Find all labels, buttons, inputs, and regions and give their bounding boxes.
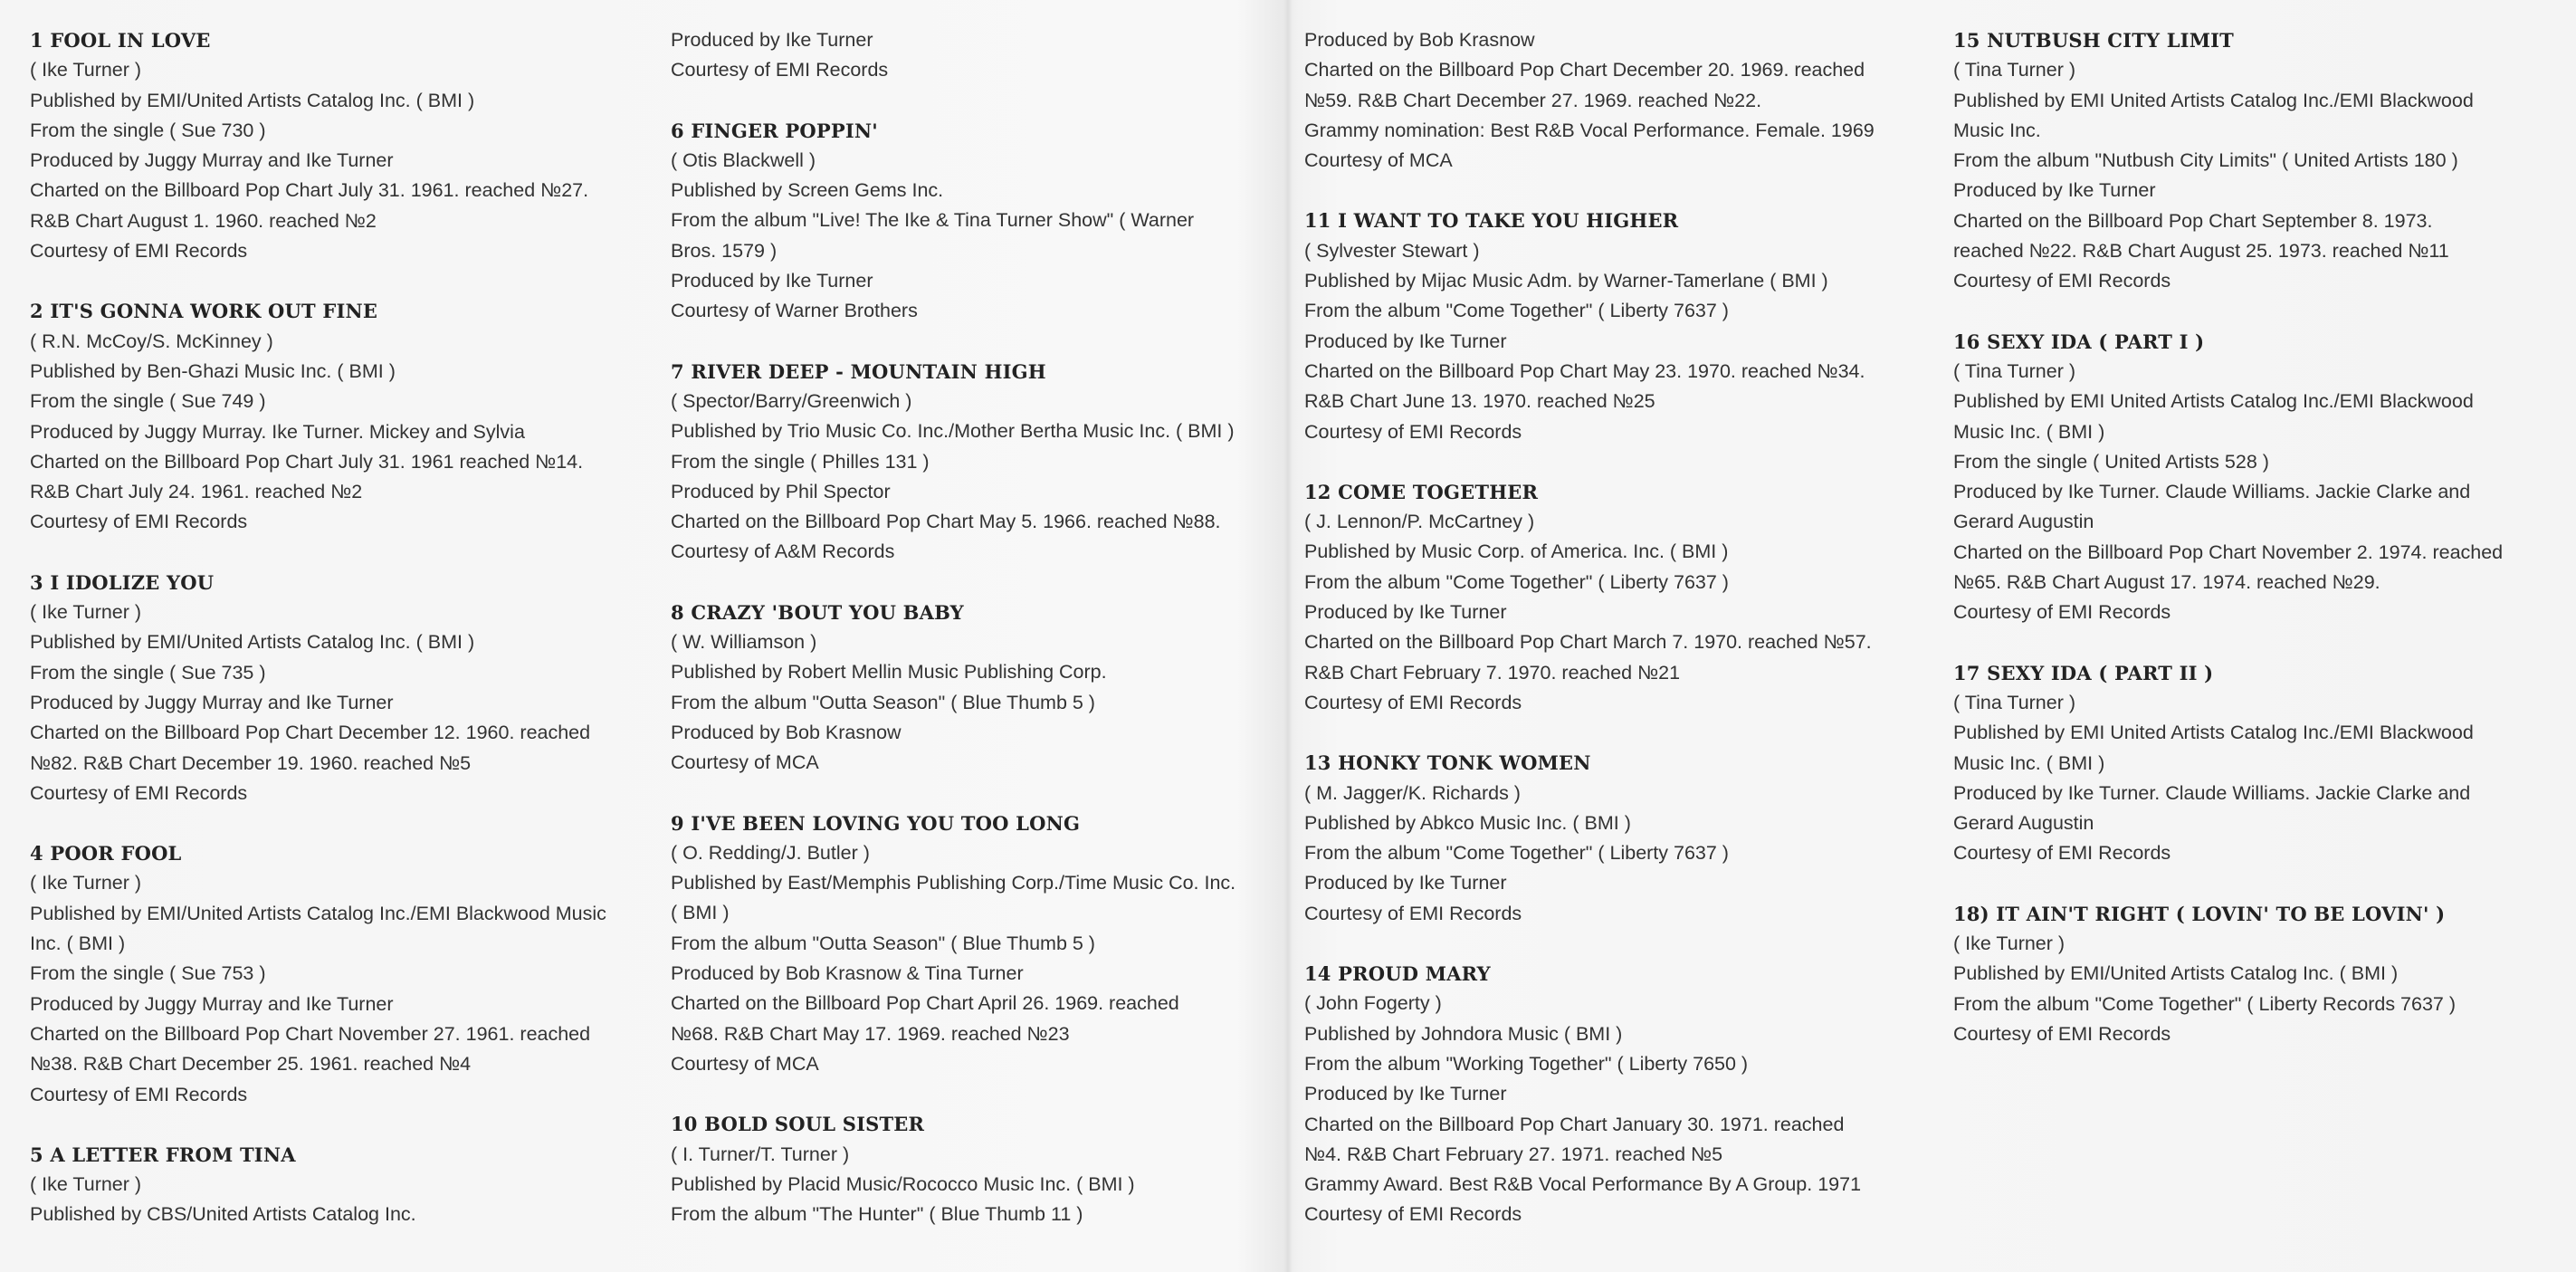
track-title: 18) IT AIN'T RIGHT ( LOVIN' TO BE LOVIN' ) xyxy=(1953,902,2446,925)
track-title: 3 I IDOLIZE YOU xyxy=(30,570,215,594)
credit-line: Published by Placid Music/Rococco Music Inc. ( BMI ) xyxy=(671,1172,1135,1195)
credit-line: ( J. Lennon/P. McCartney ) xyxy=(1304,511,1535,533)
credit-line: From the album "Outta Season" ( Blue Thumb 5 ) xyxy=(671,932,1095,954)
credit-line: R&B Chart June 13. 1970. reached №25 xyxy=(1304,390,1655,413)
credit-line: From the single ( Sue 749 ) xyxy=(30,390,266,413)
credit-line: Courtesy of EMI Records xyxy=(1953,270,2171,292)
credit-line: Produced by Juggy Murray and Ike Turner xyxy=(30,691,394,713)
track-title: 17 SEXY IDA ( PART II ) xyxy=(1953,661,2214,684)
track-entry xyxy=(1953,25,2576,297)
credit-line: Produced by Bob Krasnow & Tina Turner xyxy=(671,962,1024,985)
credit-line: ( I. Turner/T. Turner ) xyxy=(671,1143,850,1165)
track-title: 2 IT'S GONNA WORK OUT FINE xyxy=(30,300,378,323)
credit-line: Produced by Ike Turner xyxy=(671,29,873,51)
credit-line: Produced by Ike Turner xyxy=(671,270,873,292)
credit-line: Charted on the Billboard Pop Chart December 12. 1960. reached xyxy=(30,722,591,744)
credit-line: From the album "Live! The Ike & Tina Turner Show" ( Warner xyxy=(671,209,1195,232)
credit-line: Courtesy of EMI Records xyxy=(30,511,248,533)
credit-line: Courtesy of EMI Records xyxy=(30,781,248,804)
credit-line: Published by EMI United Artists Catalog Inc./EMI Blackwood xyxy=(1953,390,2474,413)
credit-line: Charted on the Billboard Pop Chart September 8. 1973. xyxy=(1953,209,2433,232)
credit-line: ( Ike Turner ) xyxy=(30,59,142,81)
credit-line: From the album "Come Together" ( Liberty Records 7637 ) xyxy=(1953,992,2457,1015)
credit-line: R&B Chart February 7. 1970. reached №21 xyxy=(1304,661,1681,684)
credit-line: Courtesy of EMI Records xyxy=(1304,420,1522,443)
credit-line: Courtesy of EMI Records xyxy=(1953,1022,2171,1045)
credit-line: From the album "Outta Season" ( Blue Thumb 5 ) xyxy=(671,691,1095,713)
credit-line: Courtesy of MCA xyxy=(1304,149,1453,172)
track-entry xyxy=(671,598,1295,779)
credit-line: Courtesy of EMI Records xyxy=(1304,691,1522,713)
track-title: 15 NUTBUSH CITY LIMIT xyxy=(1953,29,2235,52)
credit-line: Courtesy of MCA xyxy=(671,1052,819,1075)
credit-line: From the album "Come Together" ( Liberty 7637 ) xyxy=(1304,570,1729,593)
credit-line: From the single ( Sue 735 ) xyxy=(30,661,266,684)
credit-line: ( Sylvester Stewart ) xyxy=(1304,239,1480,262)
credit-line: №4. R&B Chart February 27. 1971. reached №5 xyxy=(1304,1143,1723,1165)
credit-line: Courtesy of A&M Records xyxy=(671,540,895,563)
credit-line: №38. R&B Chart December 25. 1961. reached №4 xyxy=(30,1053,472,1076)
credit-line: Bros. 1579 ) xyxy=(671,239,778,262)
track-entry-continued xyxy=(1304,25,1929,176)
credit-line: Produced by Ike Turner. Claude Williams. Jackie Clarke and xyxy=(1953,781,2471,804)
credit-line: Music Inc. ( BMI ) xyxy=(1953,751,2105,774)
credit-line: From the album "The Hunter" ( Blue Thumb 11 ) xyxy=(671,1203,1083,1226)
credit-line: ( W. Williamson ) xyxy=(671,631,817,654)
track-entry xyxy=(30,1140,654,1230)
credit-line: Produced by Juggy Murray and Ike Turner xyxy=(30,992,394,1015)
credit-line: ( Tina Turner ) xyxy=(1953,691,2076,713)
credit-line: Published by EMI United Artists Catalog Inc./EMI Blackwood xyxy=(1953,89,2474,111)
column-3 xyxy=(1304,25,1929,1260)
credit-line: R&B Chart August 1. 1960. reached №2 xyxy=(30,209,377,232)
track-entry xyxy=(30,838,654,1110)
track-entry xyxy=(1304,477,1929,718)
track-title: 16 SEXY IDA ( PART I ) xyxy=(1953,330,2205,353)
credit-line: Published by East/Memphis Publishing Corp./Time Music Co. Inc. xyxy=(671,872,1236,894)
credit-line: Music Inc. xyxy=(1953,119,2041,141)
credit-line: №65. R&B Chart August 17. 1974. reached №29. xyxy=(1953,571,2380,594)
credit-line: ( Tina Turner ) xyxy=(1953,359,2076,382)
credit-line: Produced by Ike Turner. Claude Williams. Jackie Clarke and xyxy=(1953,481,2471,503)
credit-line: Published by Johndora Music ( BMI ) xyxy=(1304,1022,1623,1045)
column-4 xyxy=(1953,25,2576,1079)
credit-line: Charted on the Billboard Pop Chart July 31. 1961 reached №14. xyxy=(30,450,584,473)
credit-line: Charted on the Billboard Pop Chart January 30. 1971. reached xyxy=(1304,1113,1845,1135)
track-title: 6 FINGER POPPIN' xyxy=(671,119,878,142)
credit-line: Produced by Phil Spector xyxy=(671,480,891,502)
credit-line: №82. R&B Chart December 19. 1960. reached №5 xyxy=(30,751,472,774)
credit-line: From the album "Nutbush City Limits" ( United Artists 180 ) xyxy=(1953,149,2458,172)
credit-line: Courtesy of EMI Records xyxy=(1953,842,2171,865)
track-title: 13 HONKY TONK WOMEN xyxy=(1304,751,1591,775)
credit-line: ( M. Jagger/K. Richards ) xyxy=(1304,781,1521,804)
credit-line: From the single ( Sue 753 ) xyxy=(30,962,266,985)
track-entry xyxy=(671,1109,1295,1229)
track-entry xyxy=(1953,327,2576,628)
credit-line: Charted on the Billboard Pop Chart November 27. 1961. reached xyxy=(30,1022,591,1045)
credit-line: From the single ( Philles 131 ) xyxy=(671,450,930,473)
track-entry xyxy=(1304,748,1929,929)
credit-line: ( John Fogerty ) xyxy=(1304,992,1442,1015)
credit-line: Courtesy of EMI Records xyxy=(1304,1203,1522,1226)
credit-line: Published by EMI/United Artists Catalog Inc. ( BMI ) xyxy=(30,89,475,111)
credit-line: Published by EMI United Artists Catalog Inc./EMI Blackwood xyxy=(1953,722,2474,744)
track-entry xyxy=(30,25,654,266)
credit-line: Charted on the Billboard Pop Chart December 20. 1969. reached xyxy=(1304,59,1865,81)
credit-line: Courtesy of EMI Records xyxy=(1953,601,2171,624)
credit-line: Published by EMI/United Artists Catalog Inc./EMI Blackwood Music xyxy=(30,902,606,924)
credit-line: Music Inc. ( BMI ) xyxy=(1953,420,2105,443)
track-entry xyxy=(30,568,654,808)
credit-line: Published by Screen Gems Inc. xyxy=(671,179,944,202)
credit-line: Courtesy of EMI Records xyxy=(30,1083,248,1105)
track-entry xyxy=(671,116,1295,327)
credit-line: R&B Chart July 24. 1961. reached №2 xyxy=(30,481,363,503)
credit-line: Produced by Ike Turner xyxy=(1304,1083,1507,1105)
credit-line: ( Ike Turner ) xyxy=(1953,932,2066,955)
credit-line: ( Otis Blackwell ) xyxy=(671,148,816,171)
credit-line: №68. R&B Chart May 17. 1969. reached №23 xyxy=(671,1022,1070,1045)
credit-line: Charted on the Billboard Pop Chart April 26. 1969. reached xyxy=(671,992,1179,1015)
credit-line: Courtesy of EMI Records xyxy=(671,59,889,81)
column-2 xyxy=(671,25,1295,1259)
credit-line: Published by Abkco Music Inc. ( BMI ) xyxy=(1304,811,1631,834)
credit-line: ( Ike Turner ) xyxy=(30,872,142,894)
credit-line: Charted on the Billboard Pop Chart March 7. 1970. reached №57. xyxy=(1304,631,1872,654)
credit-line: Published by Mijac Music Adm. by Warner-Tamerlane ( BMI ) xyxy=(1304,270,1828,292)
track-entry-continued xyxy=(671,25,1295,86)
track-title: 12 COME TOGETHER xyxy=(1304,480,1539,503)
credit-line: Courtesy of EMI Records xyxy=(1304,902,1522,924)
credit-line: ( Spector/Barry/Greenwich ) xyxy=(671,389,912,412)
track-title: 14 PROUD MARY xyxy=(1304,962,1491,986)
credit-line: Courtesy of EMI Records xyxy=(30,240,248,263)
column-1 xyxy=(30,25,654,1260)
credit-line: Produced by Ike Turner xyxy=(1953,179,2156,202)
credit-line: ( Ike Turner ) xyxy=(30,601,142,624)
track-entry xyxy=(1304,959,1929,1230)
credit-line: Produced by Juggy Murray and Ike Turner xyxy=(30,149,394,172)
track-title: 11 I WANT TO TAKE YOU HIGHER xyxy=(1304,209,1679,233)
track-title: 5 A LETTER FROM TINA xyxy=(30,1143,296,1166)
credit-line: Charted on the Billboard Pop Chart November 2. 1974. reached xyxy=(1953,540,2504,563)
credit-line: ( Tina Turner ) xyxy=(1953,59,2076,81)
track-entry xyxy=(1953,899,2576,1049)
credit-line: Produced by Bob Krasnow xyxy=(671,721,902,743)
credit-line: Published by Ben-Ghazi Music Inc. ( BMI ) xyxy=(30,359,396,382)
credit-line: Courtesy of Warner Brothers xyxy=(671,300,918,322)
credit-line: ( O. Redding/J. Butler ) xyxy=(671,841,870,864)
credit-line: Gerard Augustin xyxy=(1953,511,2094,533)
credit-line: ( Ike Turner ) xyxy=(30,1173,142,1196)
credit-line: reached №22. R&B Chart August 25. 1973. reached №11 xyxy=(1953,240,2449,263)
credit-line: Produced by Ike Turner xyxy=(1304,330,1507,352)
credit-line: Courtesy of MCA xyxy=(671,751,819,774)
credit-line: Charted on the Billboard Pop Chart May 23. 1970. reached №34. xyxy=(1304,359,1865,382)
credit-line: ( BMI ) xyxy=(671,902,730,924)
credit-line: Published by EMI/United Artists Catalog Inc. ( BMI ) xyxy=(30,631,475,654)
track-title: 8 CRAZY 'BOUT YOU BABY xyxy=(671,600,964,624)
track-entry xyxy=(30,296,654,537)
track-entry xyxy=(1953,658,2576,869)
credit-line: Produced by Ike Turner xyxy=(1304,601,1507,624)
credit-line: From the single ( United Artists 528 ) xyxy=(1953,450,2269,473)
track-title: 9 I'VE BEEN LOVING YOU TOO LONG xyxy=(671,811,1081,835)
credit-line: Published by Trio Music Co. Inc./Mother Bertha Music Inc. ( BMI ) xyxy=(671,420,1235,443)
track-entry xyxy=(671,808,1295,1080)
credit-line: Published by EMI/United Artists Catalog Inc. ( BMI ) xyxy=(1953,962,2399,985)
credit-line: ( R.N. McCoy/S. McKinney ) xyxy=(30,330,273,352)
credit-line: Published by Robert Mellin Music Publishing Corp. xyxy=(671,661,1107,684)
track-title: 7 RIVER DEEP - MOUNTAIN HIGH xyxy=(671,359,1046,383)
credit-line: Grammy Award. Best R&B Vocal Performance By A Group. 1971 xyxy=(1304,1173,1862,1196)
track-title: 4 POOR FOOL xyxy=(30,842,182,866)
credit-line: Gerard Augustin xyxy=(1953,812,2094,835)
credit-line: Inc. ( BMI ) xyxy=(30,932,126,955)
credit-line: Produced by Bob Krasnow xyxy=(1304,29,1535,51)
credit-line: From the single ( Sue 730 ) xyxy=(30,119,266,141)
credit-line: Produced by Ike Turner xyxy=(1304,872,1507,894)
credit-line: Charted on the Billboard Pop Chart July 31. 1961. reached №27. xyxy=(30,179,589,202)
credit-line: Produced by Juggy Murray. Ike Turner. Mickey and Sylvia xyxy=(30,420,525,443)
track-title: 10 BOLD SOUL SISTER xyxy=(671,1113,925,1136)
credit-line: From the album "Working Together" ( Liberty 7650 ) xyxy=(1304,1052,1749,1075)
credit-line: Published by CBS/United Artists Catalog Inc. xyxy=(30,1203,416,1226)
credit-line: From the album "Come Together" ( Liberty 7637 ) xyxy=(1304,300,1729,322)
track-entry xyxy=(671,357,1295,568)
credit-line: Published by Music Corp. of America. Inc. ( BMI ) xyxy=(1304,540,1729,563)
credit-line: From the album "Come Together" ( Liberty 7637 ) xyxy=(1304,842,1729,865)
credit-line: Grammy nomination: Best R&B Vocal Performance. Female. 1969 xyxy=(1304,119,1875,141)
credit-line: Charted on the Billboard Pop Chart May 5. 1966. reached №88. xyxy=(671,511,1221,533)
track-entry xyxy=(1304,206,1929,446)
credit-line: №59. R&B Chart December 27. 1969. reached №22. xyxy=(1304,89,1762,111)
track-title: 1 FOOL IN LOVE xyxy=(30,29,211,52)
